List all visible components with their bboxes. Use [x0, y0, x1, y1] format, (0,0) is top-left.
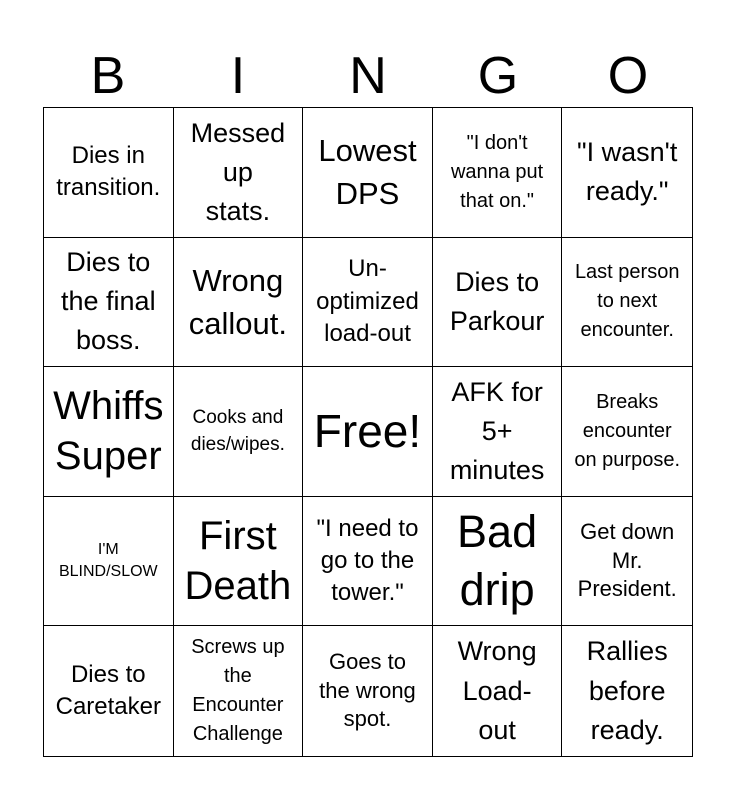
bingo-cell[interactable]	[562, 367, 692, 497]
bingo-board	[43, 107, 693, 757]
bingo-cell[interactable]	[433, 238, 563, 368]
cell-text: Wrong Load-out	[457, 636, 537, 745]
bingo-cell[interactable]	[174, 626, 304, 756]
cell-text: Last person to next encounter.	[574, 261, 680, 342]
cell-text: Dies to Caretaker	[55, 660, 161, 721]
bingo-cell[interactable]	[174, 238, 304, 368]
cell-text: Wrong callout.	[188, 262, 287, 341]
bingo-cell[interactable]	[433, 108, 563, 238]
cell-text: First Death	[184, 514, 292, 609]
bingo-cell[interactable]	[44, 497, 174, 627]
bingo-cell[interactable]	[303, 367, 433, 497]
cell-text: Rallies before ready.	[586, 636, 668, 745]
header-letter-n: N	[349, 47, 387, 105]
bingo-cell[interactable]	[174, 497, 304, 627]
cell-text: Lowest DPS	[318, 132, 417, 212]
bingo-cell[interactable]	[44, 367, 174, 497]
bingo-header	[43, 44, 693, 108]
bingo-cell[interactable]	[44, 238, 174, 368]
bingo-cell[interactable]	[303, 497, 433, 627]
bingo-cell[interactable]	[303, 626, 433, 756]
cell-text: Get down Mr. President.	[577, 519, 677, 602]
bingo-cell[interactable]	[174, 367, 304, 497]
cell-text: Cooks and dies/wipes.	[190, 406, 285, 456]
cell-text: Dies to Parkour	[449, 266, 545, 336]
cell-text: Bad drip	[457, 505, 538, 616]
bingo-cell[interactable]	[303, 238, 433, 368]
cell-text: "I wasn't ready."	[577, 137, 678, 207]
bingo-cell[interactable]	[44, 108, 174, 238]
header-letter-o: O	[607, 47, 649, 105]
bingo-cell[interactable]	[303, 108, 433, 238]
bingo-cell[interactable]	[562, 626, 692, 756]
cell-text: Dies to the final boss.	[61, 247, 156, 356]
header-letter-b: B	[90, 47, 126, 105]
bingo-cell[interactable]	[433, 626, 563, 756]
cell-text: "I need to go to the tower."	[316, 514, 419, 607]
cell-text: "I don't wanna put that on."	[450, 131, 544, 212]
cell-text: Dies in transition.	[56, 141, 161, 202]
bingo-cell[interactable]	[44, 626, 174, 756]
bingo-cell[interactable]	[433, 367, 563, 497]
header-letter-i: I	[230, 47, 246, 105]
header-letter-g: G	[477, 47, 519, 105]
cell-text: Messed up stats.	[190, 117, 286, 226]
cell-text: Free!	[313, 404, 422, 457]
bingo-cell[interactable]	[433, 497, 563, 627]
bingo-cell[interactable]	[562, 238, 692, 368]
cell-text: AFK for 5+ minutes	[449, 376, 545, 486]
bingo-cell[interactable]	[562, 108, 692, 238]
cell-text: Breaks encounter on purpose.	[574, 390, 681, 471]
bingo-cell[interactable]	[562, 497, 692, 627]
cell-text: I'M BLIND/SLOW	[58, 540, 158, 581]
cell-text: Screws up the Encounter Challenge	[191, 636, 285, 746]
cell-text: Whiffs Super	[53, 384, 164, 479]
bingo-cell[interactable]	[174, 108, 304, 238]
cell-text: Goes to the wrong spot.	[319, 649, 416, 732]
cell-text: Un-optimized load-out	[316, 255, 419, 348]
